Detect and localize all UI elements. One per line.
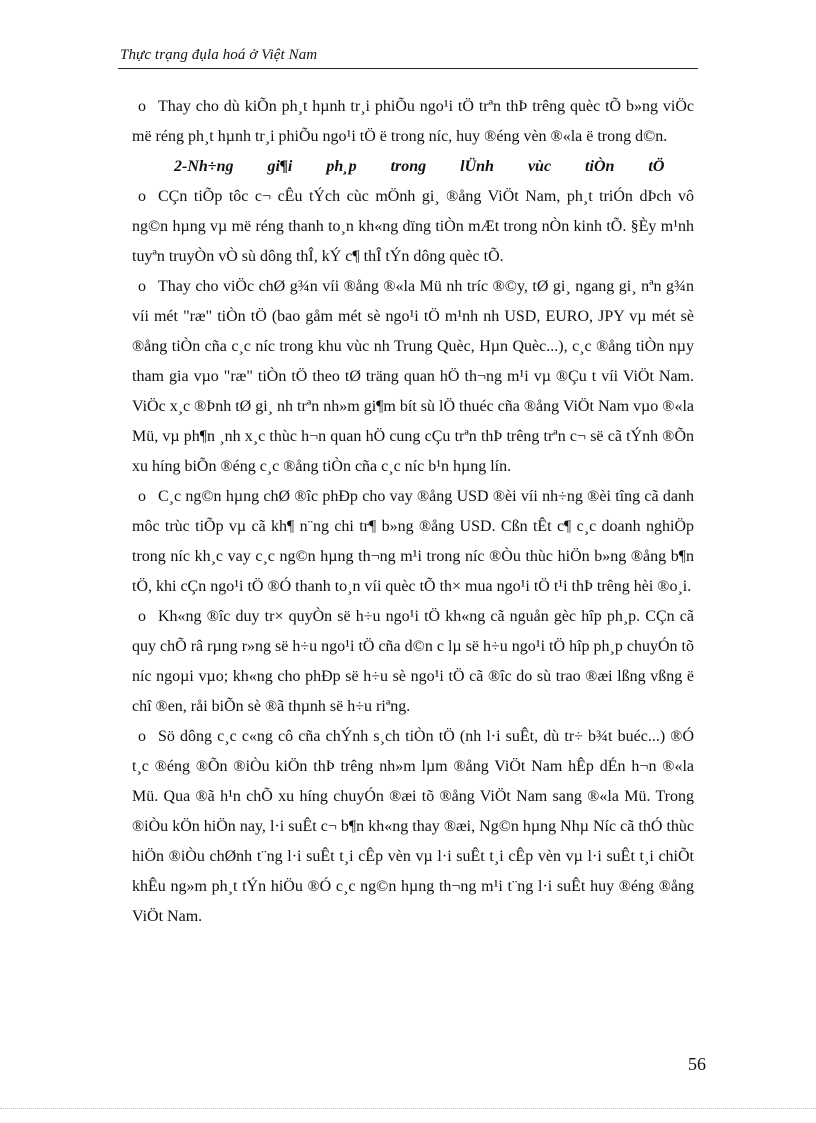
bullet-marker: o bbox=[138, 488, 146, 505]
bullet-marker: o bbox=[138, 608, 146, 625]
paragraph-6-text: Sö dông c¸c c«ng cô cña chÝnh s¸ch tiÒn tÖ (nh l·i suÊt, dù tr÷ b¾t buéc...) ®Ó t¸c ®éng ®Õn ®iÒu kiÖn thÞ trêng nh»m lµm ®ång ViÖt Nam hÊp dÉn h¬n ®«la Mü. Qua ®ã h¹n chÕ xu híng chuyÓn ®æi tõ ®ång ViÖt Nam sang ®«la Mü. Trong ®iÒu kÖn hiÖn nay, l·i suÊt c¬ b¶n kh«ng thay ®æi, Ng©n hµng Nhµ Níc cã thÓ thùc hiÖn ®iÒu chØnh t¨ng l·i suÊt t¸i cÊp vèn vµ l·i suÊt t¸i cÊp vèn vµ l·i suÊt t¸i chiÕt khÊu ng»m ph¸t tÝn hiÖu ®Ó c¸c ng©n hµng th¬ng m¹i t¨ng l·i suÊt huy ®éng ®ång ViÖt Nam. bbox=[132, 728, 694, 925]
bullet-marker: o bbox=[138, 278, 146, 295]
paragraph-1 bbox=[132, 92, 694, 152]
section-heading: 2-Nh÷ng gi¶i ph¸p trong lÜnh vùc tiÒn tÖ bbox=[174, 158, 665, 175]
footer-dotted-line bbox=[0, 1108, 816, 1109]
paragraph-3 bbox=[132, 272, 694, 482]
paragraph-3-text: Thay cho viÖc chØ g¾n víi ®ång ®«la Mü nh tríc ®©y, tØ gi¸ ngang gi¸ nªn g¾n víi mét "ræ" tiÒn tÖ (bao gåm mét sè ngo¹i tÖ m¹nh nh USD, EURO, JPY vµ mét sè ®ång tiÒn cña c¸c níc trong khu vùc nh Trung Quèc, Hµn Quèc...), c¸c ®ång tiÒn nµy tham gia vµo "ræ" tiÒn tÖ theo tØ träng quan hÖ th¬ng m¹i vµ ®Çu t víi ViÖt Nam. ViÖc x¸c ®Þnh tØ gi¸ nh trªn nh»m gi¶m bít sù lÖ thuéc cña ®ång ViÖt Nam vµo ®«la Mü, vµ ph¶n ¸nh x¸c thùc h¬n quan hÖ cung cÇu trªn thÞ trêng trªn c¬ së cã tÝnh ®Õn xu híng biÕn ®éng c¸c ®ång tiÒn cña c¸c níc b¹n hµng lín. bbox=[132, 278, 694, 475]
paragraph-6 bbox=[132, 722, 694, 932]
paragraph-2 bbox=[132, 182, 694, 272]
bullet-marker: o bbox=[138, 188, 146, 205]
paragraph-4 bbox=[132, 482, 694, 602]
bullet-marker: o bbox=[138, 98, 146, 115]
paragraph-2-text: CÇn tiÕp tôc c¬ cÊu tÝch cùc mÖnh gi¸ ®ång ViÖt Nam, ph¸t triÓn dÞch vô ng©n hµng vµ më réng thanh to¸n kh«ng dïng tiÒn mÆt trong nÒn kinh tÕ. §Èy m¹nh tuyªn truyÒn vÒ sù dông thÎ, kÝ c¶ thÎ tÝn dông quèc tÕ. bbox=[132, 188, 694, 265]
running-header: Thực trạng đụla hoá ở Việt Nam bbox=[120, 47, 318, 63]
paragraph-1-text: Thay cho dù kiÕn ph¸t hµnh tr¸i phiÕu ngo¹i tÖ trªn thÞ trêng quèc tÕ b»ng viÖc më réng ph¸t hµnh tr¸i phiÕu ngo¹i tÖ ë trong níc, huy ®éng vèn ®«la ë trong d©n. bbox=[132, 98, 694, 145]
paragraph-5-text: Kh«ng ®îc duy tr× quyÒn së h÷u ngo¹i tÖ kh«ng cã nguån gèc hîp ph¸p. CÇn cã quy chÕ râ rµng r»ng së h÷u ngo¹i tÖ cña d©n c lµ së h÷u ngo¹i tÖ hîp ph¸p chuyÓn tõ níc ngoµi vµo; kh«ng cho phÐp së h÷u sè ngo¹i tÖ cã ®îc do sù trao ®æi lßng vßng ë chî ®en, råi biÕn sè ®ã thµnh së h÷u riªng. bbox=[132, 608, 694, 715]
page-number: 56 bbox=[688, 1054, 706, 1074]
bullet-marker: o bbox=[138, 728, 146, 745]
paragraph-5 bbox=[132, 602, 694, 722]
body-text bbox=[132, 92, 694, 932]
paragraph-4-text: C¸c ng©n hµng chØ ®îc phÐp cho vay ®ång USD ®èi víi nh÷ng ®èi tîng cã danh môc trùc tiÕp vµ cã kh¶ n¨ng chi tr¶ b»ng ®ång USD. Cßn tÊt c¶ c¸c doanh nghiÖp trong níc kh¸c vay c¸c ng©n hµng th¬ng m¹i trong níc ®Òu thùc hiÖn b»ng ®ång b¶n tÖ, khi cÇn ngo¹i tÖ ®Ó thanh to¸n víi quèc tÕ th× mua ngo¹i tÖ t¹i thÞ trêng hèi ®o¸i. bbox=[132, 488, 694, 595]
header-rule bbox=[118, 68, 698, 69]
